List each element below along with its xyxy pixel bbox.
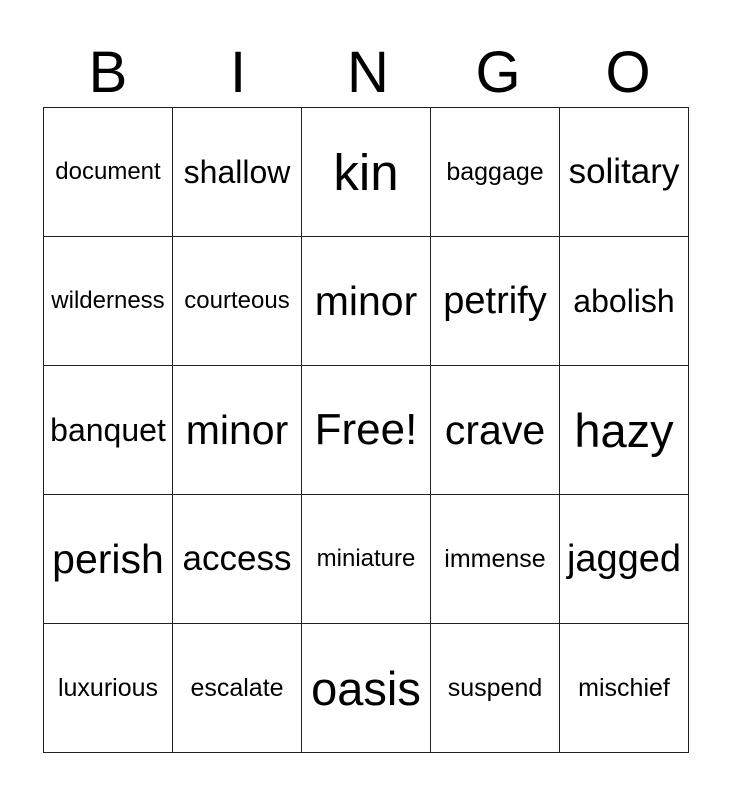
bingo-cell: escalate	[173, 624, 302, 753]
board-row	[44, 495, 689, 624]
header-letter-b: B	[88, 40, 128, 105]
bingo-cell: mischief	[560, 624, 689, 753]
bingo-cell: baggage	[431, 108, 560, 237]
bingo-cell: crave	[431, 366, 560, 495]
board-row	[44, 366, 689, 495]
bingo-cell: hazy	[560, 366, 689, 495]
bingo-cell: access	[173, 495, 302, 624]
free-space-cell: Free!	[302, 366, 431, 495]
bingo-cell: banquet	[44, 366, 173, 495]
bingo-cell: minor	[173, 366, 302, 495]
bingo-cell: wilderness	[44, 237, 173, 366]
bingo-header	[43, 40, 693, 106]
header-letter-n: N	[347, 40, 389, 105]
header-letter-o: O	[605, 40, 651, 105]
bingo-cell: courteous	[173, 237, 302, 366]
bingo-cell: solitary	[560, 108, 689, 237]
bingo-cell: suspend	[431, 624, 560, 753]
bingo-cell: miniature	[302, 495, 431, 624]
bingo-cell: document	[44, 108, 173, 237]
board-row	[44, 624, 689, 753]
header-letter-g: G	[475, 40, 521, 105]
bingo-board	[43, 107, 689, 753]
bingo-cell: minor	[302, 237, 431, 366]
bingo-cell: luxurious	[44, 624, 173, 753]
bingo-cell: jagged	[560, 495, 689, 624]
board-row	[44, 237, 689, 366]
bingo-cell: abolish	[560, 237, 689, 366]
header-letter-i: I	[229, 40, 247, 105]
bingo-cell: petrify	[431, 237, 560, 366]
bingo-cell: oasis	[302, 624, 431, 753]
bingo-cell: perish	[44, 495, 173, 624]
bingo-cell: immense	[431, 495, 560, 624]
bingo-cell: kin	[302, 108, 431, 237]
board-row	[44, 108, 689, 237]
bingo-cell: shallow	[173, 108, 302, 237]
